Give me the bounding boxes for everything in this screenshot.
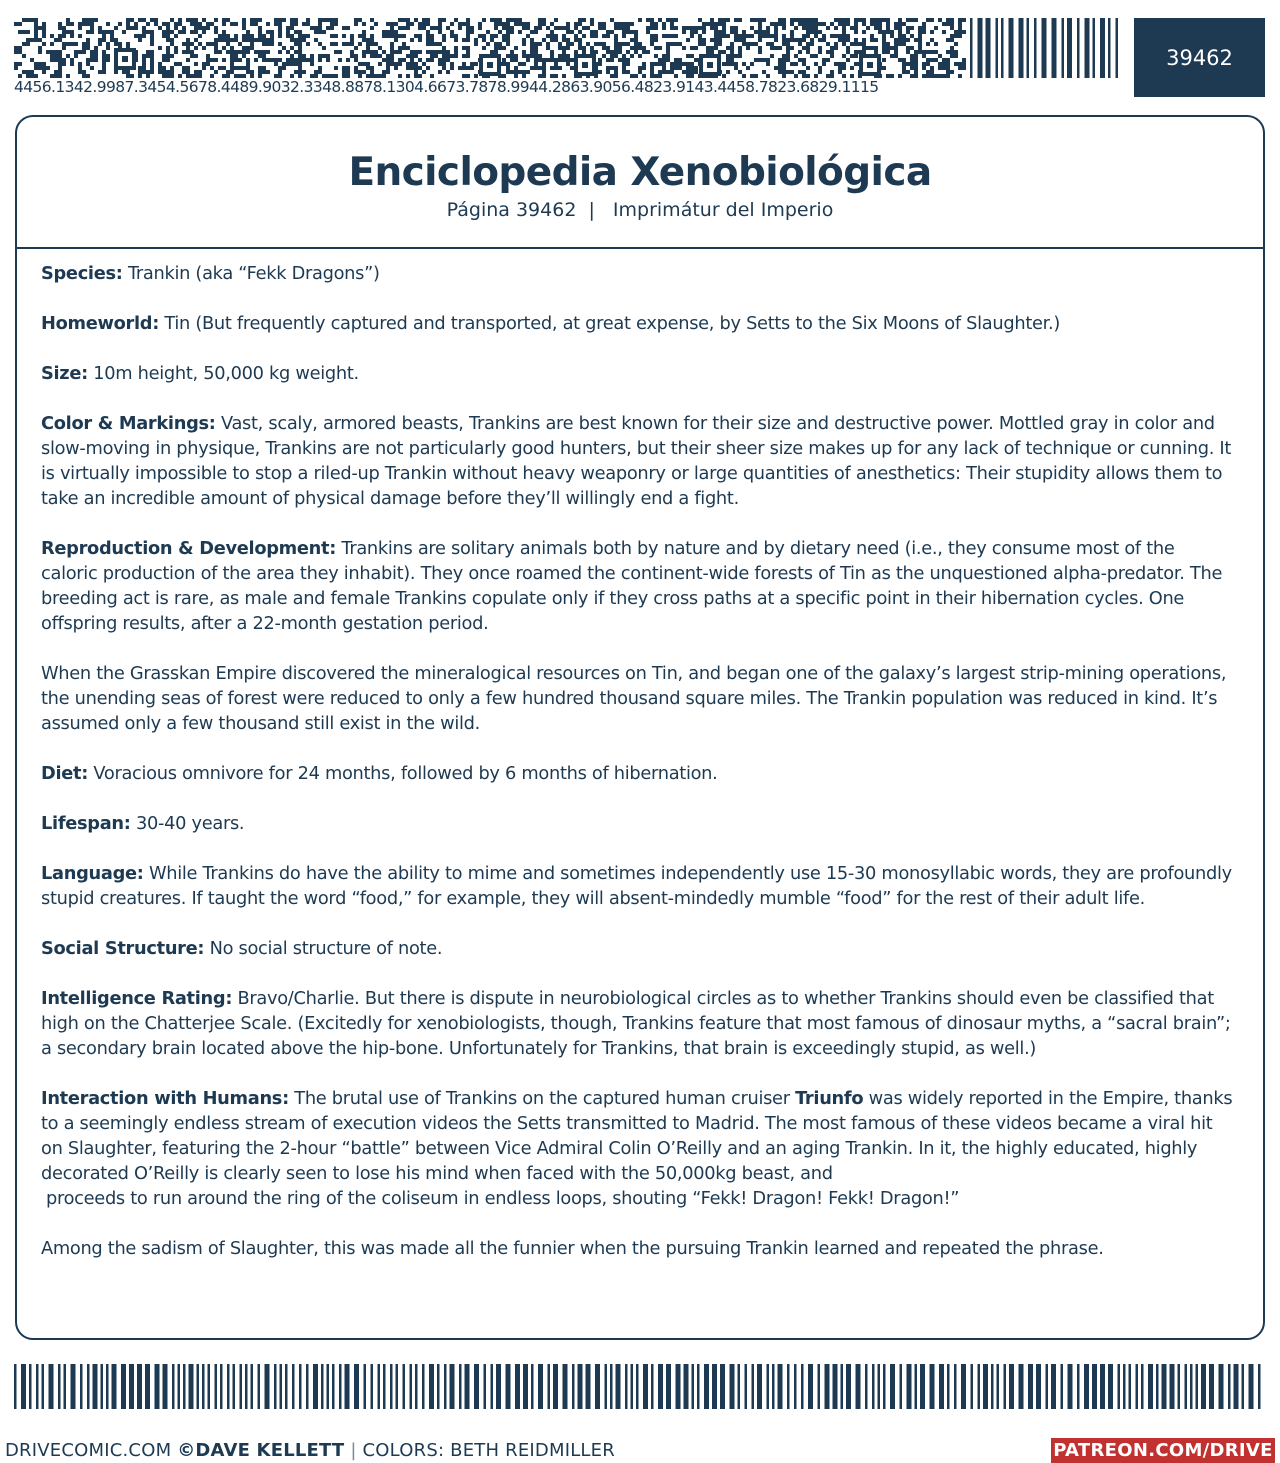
page-id-badge [1134, 18, 1265, 97]
interaction-text-pre: The brutal use of Trankins on the captured human cruiser [294, 1088, 790, 1109]
size-field [41, 361, 1233, 386]
entry-body [17, 249, 1263, 1261]
language-label: Language: [41, 863, 144, 884]
footer-site: DRIVECOMIC.COM [5, 1440, 172, 1461]
diet-field [41, 761, 1233, 786]
intelligence-field [41, 986, 1233, 1061]
species-value: Trankin (aka “Fekk Dragons”) [127, 263, 380, 284]
social-structure-field [41, 936, 1233, 961]
lifespan-label: Lifespan: [41, 813, 131, 834]
subtitle-page: Página 39462 [446, 199, 577, 221]
grasskan-paragraph: When the Grasskan Empire discovered the mineralogical resources on Tin, and began one of the galaxy’s largest strip-mining operations, the unending seas of forest were reduced to only a few hundred thousand square miles. The Trankin population was reduced in kind. It’s assumed only a few thousand still exist in the wild. [41, 663, 1227, 734]
social-structure-value: No social structure of note. [209, 938, 443, 959]
footer-separator: | [350, 1440, 357, 1461]
size-value: 10m height, 50,000 kg weight. [93, 363, 359, 384]
reproduction-field [41, 536, 1233, 636]
barcode-number: 4456.1342.9987.3454.5678.4489.9032.3348.8878.1304.6673.7878.9944.2863.9056.4823.9143.4458.7823.6829.1115 [14, 78, 879, 96]
language-value: While Trankins do have the ability to mime and sometimes independently use 15-30 monosyllabic words, they are profoundly stupid creatures. If taught the word “food,” for example, they will absent-mindedly mumble “food” for the rest of their adult life. [41, 863, 1232, 909]
interaction-text-post: was widely reported in the Empire, thanks to a seemingly endless stream of execution videos the Setts transmitted to Madrid. The most famous of these videos became a viral hit on Slaughter, featuring the 2-hour “battle” between Vice Admiral Colin O’Reilly and an aging Trankin. In it, the highly educated, highly decorated O’Reilly is clearly seen to lose his mind when faced with the 50,000kg beast, and [41, 1088, 1233, 1184]
lifespan-value: 30-40 years. [135, 813, 245, 834]
species-label: Species: [41, 263, 123, 284]
footer-colors: COLORS: BETH REIDMILLER [362, 1440, 615, 1461]
footer-credits [5, 1440, 615, 1461]
card-header [17, 117, 1263, 249]
interaction-label: Interaction with Humans: [41, 1088, 289, 1109]
reproduction-value: Trankins are solitary animals both by nature and by dietary need (i.e., they consume most of the caloric production of the area they inhabit). They once roamed the continent-wide forests of Tin as the unquestioned alpha-predator. The breeding act is rare, as male and female Trankins copulate only if they cross paths at a specific point in their hibernation cycles. One offspring results, after a 22-month gestation period. [41, 538, 1223, 634]
top-barcode [14, 18, 1120, 78]
intelligence-value: Bravo/Charlie. But there is dispute in neurobiological circles as to whether Trankins should even be classified that high on the Chatterjee Scale. (Excitedly for xenobiologists, though, Trankins feature that most famous of dinosaur myths, a “sacral brain”; a secondary brain located above the hip-bone. Unfortunately for Trankins, that brain is exceedingly stupid, as well.) [41, 988, 1231, 1059]
homeworld-value: Tin (But frequently captured and transported, at great expense, by Setts to the Six Moons of Slaughter.) [164, 313, 1060, 334]
sadism-paragraph: Among the sadism of Slaughter, this was made all the funnier when the pursuing Trankin learned and repeated the phrase. [41, 1238, 1104, 1259]
page-subtitle [17, 199, 1263, 221]
page-id-text: 39462 [1166, 45, 1233, 70]
footer-copyright: ©DAVE KELLETT [177, 1440, 345, 1461]
color-markings-field [41, 411, 1233, 511]
diet-value: Voracious omnivore for 24 months, followed by 6 months of hibernation. [93, 763, 718, 784]
subtitle-imprimatur: Imprimátur del Imperio [612, 199, 834, 221]
page-title: Enciclopedia Xenobiológica [348, 150, 932, 195]
bottom-barcode [14, 1364, 1266, 1409]
color-markings-label: Color & Markings: [41, 413, 216, 434]
interaction-text-continued: proceeds to run around the ring of the coliseum in endless loops, shouting “Fekk! Dragon! Fekk! Dragon!” [46, 1188, 960, 1209]
diet-label: Diet: [41, 763, 89, 784]
subtitle-separator: | [588, 199, 595, 221]
species-field [41, 261, 1233, 286]
language-field [41, 861, 1233, 911]
ship-name: Triunfo [795, 1088, 864, 1109]
homeworld-field [41, 311, 1233, 336]
encyclopedia-card [15, 115, 1265, 1340]
intelligence-label: Intelligence Rating: [41, 988, 233, 1009]
homeworld-label: Homeworld: [41, 313, 160, 334]
social-structure-label: Social Structure: [41, 938, 205, 959]
patreon-link-text: PATREON.COM/DRIVE [1053, 1440, 1273, 1461]
color-markings-value: Vast, scaly, armored beasts, Trankins are best known for their size and destructive power. Mottled gray in color and slow-moving in physique, Trankins are not particularly good hunters, but their sheer size makes up for any lack of technique or cunning. It is virtually impossible to stop a riled-up Trankin without heavy weaponry or large quantities of anesthetics: Their stupidity allows them to take an incredible amount of physical damage before they’ll willingly end a fight. [41, 413, 1232, 509]
patreon-link[interactable] [1051, 1438, 1275, 1463]
reproduction-label: Reproduction & Development: [41, 538, 337, 559]
lifespan-field [41, 811, 1233, 836]
size-label: Size: [41, 363, 88, 384]
interaction-field [41, 1086, 1233, 1211]
